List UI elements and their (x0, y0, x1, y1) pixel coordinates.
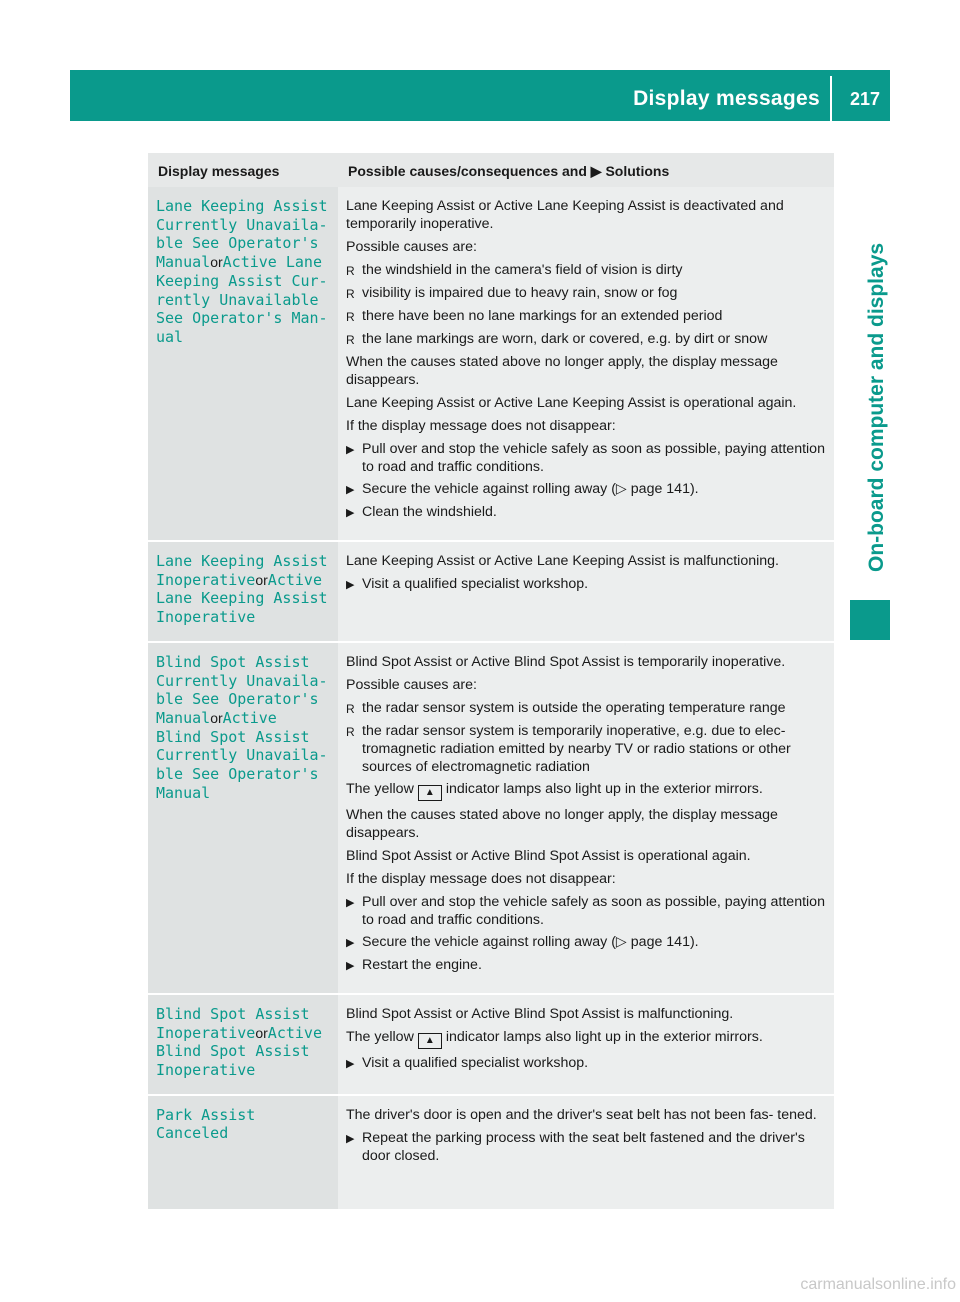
description-cell (338, 642, 834, 994)
bullet-icon: R (346, 310, 355, 324)
message-cell (148, 187, 338, 541)
message-code: Lane Keeping Assist Inoperative (156, 552, 337, 589)
column-header-messages: Display messages (148, 153, 338, 187)
list-item (346, 284, 826, 303)
step-text: Repeat the parking process with the seat belt fastened and the driver's door closed. (362, 1129, 805, 1164)
list-item-text: the lane markings are worn, dark or covered, e.g. by dirt or snow (362, 331, 768, 347)
bullet-icon: R (346, 333, 355, 347)
description-text: The driver's door is open and the driver's seat belt has not been fas‐ tened. (346, 1106, 817, 1123)
page-number: 217 (849, 89, 880, 109)
step-item (346, 933, 826, 952)
step-text: Pull over and stop the vehicle safely as soon as possible, paying attention to road and traffic conditions. (362, 893, 825, 928)
description-text: Lane Keeping Assist or Active Lane Keeping Assist is malfunctioning. (346, 553, 779, 569)
list-item (346, 722, 826, 776)
list-item-text: the windshield in the camera's field of vision is dirty (362, 262, 683, 278)
or-label: or (255, 571, 268, 588)
display-messages-table (148, 153, 834, 1211)
description-cell (338, 994, 834, 1095)
list-item (346, 699, 826, 718)
description-cell (338, 541, 834, 642)
step-arrow-icon: ▶ (346, 444, 355, 456)
message-code: Lane Keeping Assist Currently Unavaila‐ ble See Operator's Manual (156, 197, 337, 272)
step-arrow-icon: ▶ (346, 959, 355, 972)
message-cell (148, 1095, 338, 1210)
description-cell (338, 187, 834, 541)
step-arrow-icon: ▶ (346, 1057, 355, 1070)
description-text: If the display message does not disappear: (346, 870, 616, 887)
description-text-end: indicator lamps also light up in the exterior mirrors. (445, 780, 763, 797)
step-item (346, 1054, 826, 1073)
step-item (346, 893, 826, 929)
description-text (346, 780, 826, 801)
description-text-start: The yellow (346, 780, 414, 797)
message-code: Blind Spot Assist Currently Unavaila‐ ble See Operator's Manual (156, 652, 337, 727)
description-text (346, 1028, 826, 1049)
bullet-icon: R (346, 287, 355, 301)
step-item (346, 956, 826, 975)
header-separator (830, 76, 832, 121)
table-header-row (148, 153, 834, 187)
bullet-icon: R (346, 724, 355, 739)
step-text: Pull over and stop the vehicle safely as soon as possible, paying attention to road and traffic conditions. (362, 441, 825, 475)
message-code-alt: Active Blind Spot Assist Inoperative (156, 1023, 332, 1079)
step-arrow-icon: ▶ (346, 936, 355, 949)
message-code-alt: Active Lane Keeping Assist Inoperative (156, 570, 337, 627)
message-cell (148, 642, 338, 994)
step-text: Secure the vehicle against rolling away (▷ page 141). (362, 481, 699, 497)
message-code-alt: Active Blind Spot Assist Currently Unavaila‐ ble See Operator's Manual (156, 708, 337, 802)
step-item (346, 575, 826, 594)
section-marker (850, 600, 890, 640)
message-cell (148, 541, 338, 642)
step-arrow-icon: ▶ (346, 579, 355, 591)
list-item (346, 307, 826, 326)
page-title: Display messages (633, 87, 820, 110)
step-item (346, 440, 826, 476)
description-text: When the causes stated above no longer apply, the display message disappears. (346, 806, 778, 841)
column-header-solutions-text: Solutions (605, 162, 670, 179)
step-arrow-icon: ▶ (346, 896, 355, 909)
step-item (346, 480, 826, 499)
step-text: Visit a qualified specialist workshop. (362, 576, 589, 592)
header-bar (70, 70, 890, 121)
table-row (148, 994, 834, 1095)
description-text: Possible causes are: (346, 676, 477, 693)
step-arrow-icon: ▶ (346, 1132, 355, 1145)
step-text: Secure the vehicle against rolling away (▷ page 141). (362, 933, 699, 950)
description-text: Blind Spot Assist or Active Blind Spot Assist is temporarily inoperative. (346, 653, 786, 670)
description-text: Blind Spot Assist or Active Blind Spot Assist is malfunctioning. (346, 1005, 734, 1022)
watermark: carmanualsonline.info (800, 1276, 956, 1293)
step-text: Visit a qualified specialist workshop. (362, 1054, 589, 1071)
bullet-icon: R (346, 264, 355, 278)
description-text-start: The yellow (346, 1028, 414, 1045)
step-text: Restart the engine. (362, 956, 482, 973)
table-row (148, 1095, 834, 1210)
list-item (346, 330, 826, 349)
description-text: Lane Keeping Assist or Active Lane Keeping Assist is deactivated and temporarily inoperative. (346, 198, 784, 232)
column-header-causes (338, 153, 834, 187)
section-label: On-board computer and displays (865, 242, 888, 572)
list-item-text: the radar sensor system is outside the operating temperature range (362, 699, 786, 716)
step-text: Clean the windshield. (362, 504, 497, 520)
triangle-right-icon: ▶ (590, 162, 602, 179)
step-item (346, 1129, 826, 1165)
description-text: Possible causes are: (346, 239, 477, 255)
description-text: Lane Keeping Assist or Active Lane Keeping Assist is operational again. (346, 395, 797, 411)
step-item (346, 503, 826, 522)
side-tab (840, 130, 890, 590)
list-item (346, 261, 826, 280)
description-cell (338, 1095, 834, 1210)
bullet-icon: R (346, 701, 355, 716)
list-item-text: there have been no lane markings for an extended period (362, 308, 723, 324)
message-code: Park Assist Canceled (156, 1105, 265, 1143)
list-item-text: the radar sensor system is temporarily inoperative, e.g. due to elec‐ tromagnetic radiation emitted by nearby TV or radio stations or other sources of electromagnetic radiation (362, 722, 791, 775)
description-text: When the causes stated above no longer apply, the display message disappears. (346, 354, 778, 388)
or-label: or (210, 709, 223, 726)
description-text: Blind Spot Assist or Active Blind Spot Assist is operational again. (346, 847, 751, 864)
blind-spot-warning-icon: ▲ (418, 1033, 442, 1049)
or-label: or (210, 254, 223, 271)
or-label: or (255, 1024, 268, 1041)
description-text: If the display message does not disappear: (346, 418, 616, 434)
table-row (148, 642, 834, 994)
column-header-causes-text: Possible causes/consequences and (348, 162, 587, 179)
blind-spot-warning-icon: ▲ (418, 785, 442, 801)
step-arrow-icon: ▶ (346, 484, 355, 496)
table-row (148, 187, 834, 541)
list-item-text: visibility is impaired due to heavy rain, snow or fog (362, 285, 678, 301)
message-code-alt: Active Lane Keeping Assist Cur‐ rently Unavailable See Operator's Man‐ ual (156, 253, 337, 346)
table-row (148, 541, 834, 642)
message-code: Blind Spot Assist Inoperative (156, 1004, 319, 1042)
step-arrow-icon: ▶ (346, 507, 355, 519)
message-cell (148, 994, 338, 1095)
description-text-end: indicator lamps also light up in the exterior mirrors. (445, 1028, 763, 1045)
